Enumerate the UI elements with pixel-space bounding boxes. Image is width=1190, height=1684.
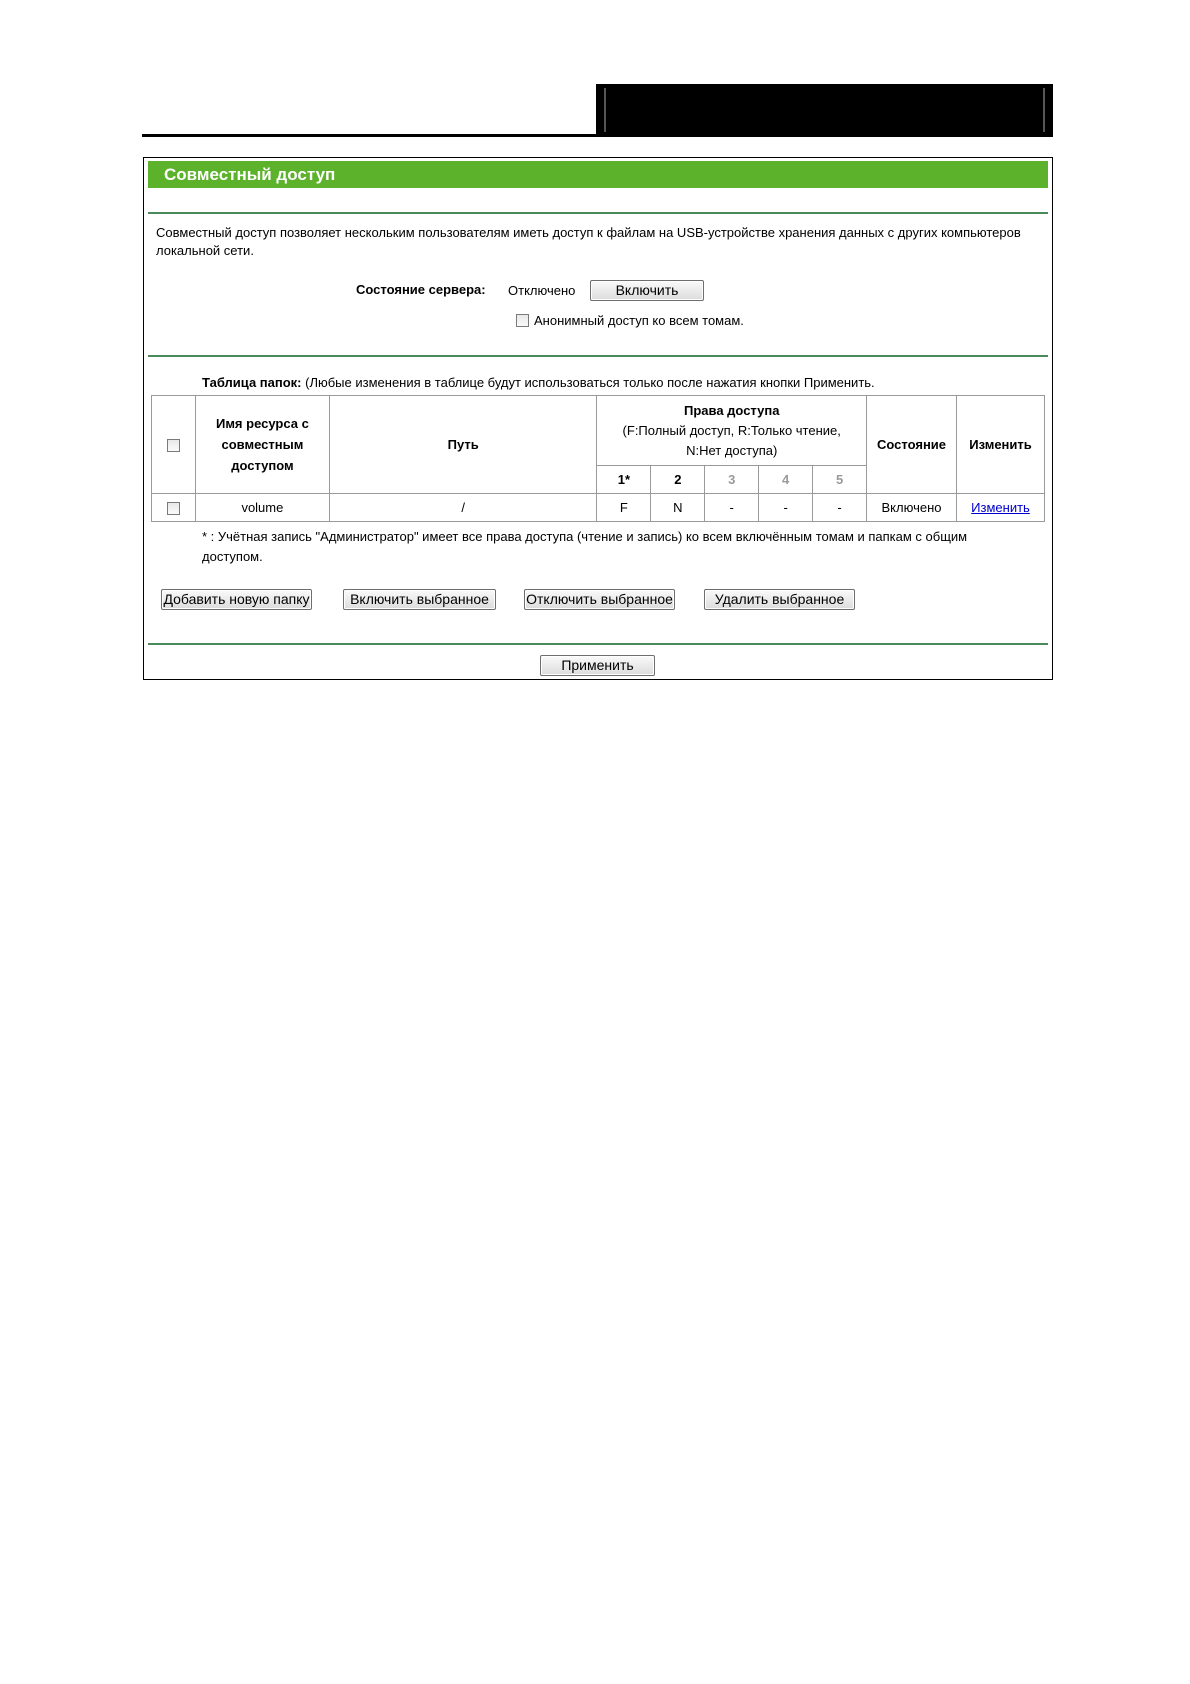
select-all-checkbox[interactable] bbox=[167, 439, 180, 452]
header-status: Состояние bbox=[867, 396, 957, 494]
header-permissions-title: Права доступа bbox=[684, 402, 780, 418]
page-title: Совместный доступ bbox=[164, 165, 336, 184]
header-user-4: 4 bbox=[759, 466, 813, 494]
section-divider bbox=[148, 212, 1048, 214]
folder-table-caption bbox=[202, 375, 875, 390]
section-divider bbox=[148, 643, 1048, 645]
disable-selected-button[interactable]: Отключить выбранное bbox=[524, 589, 675, 610]
row-modify-cell bbox=[956, 494, 1044, 522]
folder-table-caption-title: Таблица папок: bbox=[202, 375, 302, 390]
header-share-name: Имя ресурса с совместным доступом bbox=[195, 396, 329, 494]
enable-server-button[interactable]: Включить bbox=[590, 280, 704, 301]
header-user-2: 2 bbox=[651, 466, 705, 494]
server-status-label: Состояние сервера: bbox=[356, 282, 486, 297]
row-modify-link[interactable]: Изменить bbox=[971, 500, 1030, 515]
row-checkbox[interactable] bbox=[167, 502, 180, 515]
row-status: Включено bbox=[867, 494, 957, 522]
row-share-name: volume bbox=[195, 494, 329, 522]
row-path: / bbox=[329, 494, 597, 522]
enable-selected-button[interactable]: Включить выбранное bbox=[343, 589, 496, 610]
title-bar bbox=[148, 161, 1048, 188]
header-modify: Изменить bbox=[956, 396, 1044, 494]
row-perm-user-5: - bbox=[813, 494, 867, 522]
header-user-1: 1* bbox=[597, 466, 651, 494]
server-status-value: Отключено bbox=[508, 283, 576, 298]
section-divider bbox=[148, 355, 1048, 357]
anonymous-access-label: Анонимный доступ ко всем томам. bbox=[534, 313, 744, 328]
select-all-cell bbox=[152, 396, 196, 494]
row-perm-user-4: - bbox=[759, 494, 813, 522]
header-user-5: 5 bbox=[813, 466, 867, 494]
add-folder-button[interactable]: Добавить новую папку bbox=[161, 589, 312, 610]
apply-button[interactable]: Применить bbox=[540, 655, 655, 676]
row-perm-user-2: N bbox=[651, 494, 705, 522]
row-select-cell bbox=[152, 494, 196, 522]
header-permissions bbox=[597, 396, 867, 466]
anonymous-access-checkbox[interactable] bbox=[516, 314, 529, 327]
header-permissions-legend: (F:Полный доступ, R:Только чтение, N:Нет доступа) bbox=[622, 422, 841, 458]
header-path: Путь bbox=[329, 396, 597, 494]
shared-access-panel bbox=[143, 157, 1053, 680]
folder-table bbox=[151, 395, 1045, 522]
page-header-black-bar bbox=[596, 84, 1053, 136]
row-perm-user-3: - bbox=[705, 494, 759, 522]
row-perm-user-1: F bbox=[597, 494, 651, 522]
folder-table-caption-note: (Любые изменения в таблице будут использоваться только после нажатия кнопки Применить. bbox=[301, 375, 875, 390]
header-user-3: 3 bbox=[705, 466, 759, 494]
delete-selected-button[interactable]: Удалить выбранное bbox=[704, 589, 855, 610]
admin-footnote: * : Учётная запись "Администратор" имеет все права доступа (чтение и запись) ко всем включённым томам и папкам с общим доступом. bbox=[202, 529, 968, 564]
description-text: Совместный доступ позволяет нескольким пользователям иметь доступ к файлам на USB-устройстве хранения данных с других компьютеров локальной сети. bbox=[156, 225, 1021, 258]
table-row bbox=[152, 494, 1045, 522]
